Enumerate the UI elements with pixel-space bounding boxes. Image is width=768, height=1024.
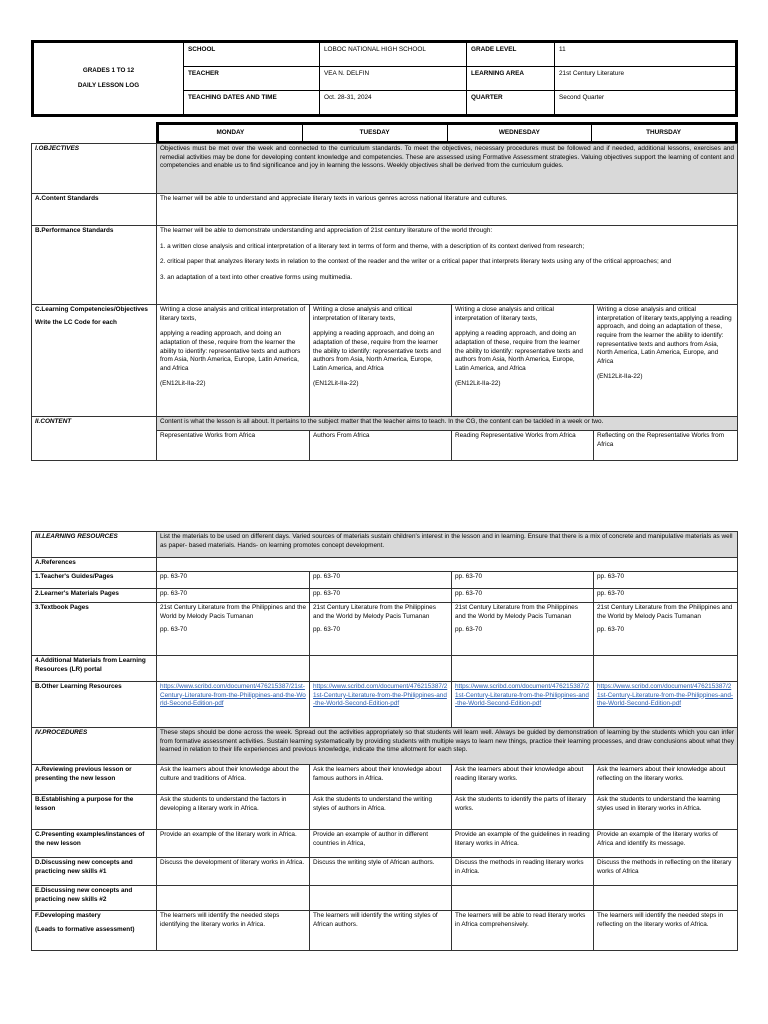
dates-label: TEACHING DATES AND TIME [184,91,320,116]
step-f-sublabel: (Leads to formative assessment) [35,925,135,933]
day-header-table [156,122,738,144]
competency-monday: Writing a close analysis and critical interpretation of literary texts, applying a reading approach, and doing an adaptation of these, require from the learner the ability to identify: representative texts and authors from Asia, North America, Europe, Latin America, and Africa (EN12Lit-IIa-22) [157,305,310,417]
step-a-label: A.Reviewing previous lesson or presenting the new lesson [32,765,157,795]
step-f-thursday: The learners will identify the needed steps in reflecting on the literary works of Africa. [594,911,738,951]
lc-code: (EN12Lit-IIa-22) [313,380,359,388]
grades-label: GRADES 1 TO 12 [82,67,135,74]
resource-link-tuesday[interactable]: https://www.scribd.com/document/476215387/21st-Century-Literature-from-the-Philippines-and-the-World-Second-Edition-pdf [313,683,448,708]
tg-label: 1.Teacher's Guides/Pages [32,572,157,589]
teacher-value: VEA N. DELFIN [320,67,467,91]
step-a-monday: Ask the learners about their knowledge about the culture and traditions of Africa. [157,765,310,795]
performance-standards-text [157,226,738,305]
resource-link-thursday[interactable]: https://www.scribd.com/document/476215387/21st-Century-Literature-from-the-Philippines-and-the-World-Second-Edition-pdf [597,683,734,708]
ps-intro: The learner will be able to demonstrate understanding and appreciation of 21st century literature of the world through: [160,227,493,234]
textbook-wednesday: 21st Century Literature from the Philippines and the World by Melody Pacis Tumanan pp. 63-70 [452,603,594,656]
step-f-tuesday: The learners will identify the writing styles of African authors. [310,911,452,951]
step-d-tuesday: Discuss the writing style of African authors. [310,858,452,886]
competency-wednesday: Writing a close analysis and critical interpretation of literary texts, applying a reading approach, and doing an adaptation of these, require from the learner the ability to identify: representative texts and authors from Asia, North America, Europe, Latin America, and Africa (EN12Lit-IIa-22) [452,305,594,417]
objectives-table [31,143,738,461]
resource-link-monday[interactable]: https://www.scribd.com/document/476215387/21st-Century-Literature-from-the-Philippines-and-the-World-Second-Edition-pdf [160,683,306,708]
procedures-text: These steps should be done across the week. Spread out the activities appropriately so that students will learn well. Always be guided by demonstration of learning by the students which you can infer from formative assessment activities. Sustain learning systematically by providing students with multiple ways to learn new things, practice their learning processes, and draw conclusions about what they learned in relation to their life experiences and previous knowledge, indicate the time allotment for each step. [157,728,738,765]
content-monday: Representative Works from Africa [157,431,310,461]
content-label: II.CONTENT [32,417,157,461]
resources-label: III.LEARNING RESOURCES [32,532,157,558]
log-title: DAILY LESSON LOG [77,81,140,89]
step-f-wednesday: The learners will be able to read literary works in Africa comprehensively. [452,911,594,951]
textbook-tuesday: 21st Century Literature from the Philippines and the World by Melody Pacis Tumanan pp. 63-70 [310,603,452,656]
tg-monday: pp. 63-70 [157,572,310,589]
learning-area-label: LEARNING AREA [467,67,555,91]
grade-level-value: 11 [555,42,737,67]
step-b-monday: Ask the students to understand the factors in developing a literary work in Africa. [157,795,310,830]
tg-thursday: pp. 63-70 [594,572,738,589]
day-monday: MONDAY [158,124,303,143]
lc-code: (EN12Lit-IIa-22) [160,380,206,388]
competency-tuesday: Writing a close analysis and critical interpretation of literary texts, applying a reading approach, and doing an adaptation of these, require from the learner the ability to identify: representative texts and authors from Asia, North America, Europe, Latin America, and Africa (EN12Lit-IIa-22) [310,305,452,417]
step-f-monday: The learners will identify the needed steps identifying the literary works in Africa. [157,911,310,951]
step-d-wednesday: Discuss the methods in reading literary works in Africa. [452,858,594,886]
grades-cell [33,42,184,116]
day-thursday: THURSDAY [592,124,737,143]
resource-link-wednesday[interactable]: https://www.scribd.com/document/476215387/21st-Century-Literature-from-the-Philippines-and-the-World-Second-Edition-pdf [455,683,590,708]
content-text: Content is what the lesson is all about. It pertains to the subject matter that the teacher aims to teach. In the CG, the content can be tackled in a week or two. [157,417,738,431]
lc-code: (EN12Lit-IIa-22) [455,380,501,388]
step-b-tuesday: Ask the students to understand the writing styles of authors in Africa. [310,795,452,830]
step-a-thursday: Ask the learners about their knowledge about reflecting on the literary works. [594,765,738,795]
ps-item-3: 3. an adaptation of a text into other creative forms using multimedia. [160,273,353,281]
header-table [31,40,738,117]
step-d-monday: Discuss the development of literary works in Africa. [157,858,310,886]
content-wednesday: Reading Representative Works from Africa [452,431,594,461]
step-c-label: C.Presenting examples/instances of the new lesson [32,830,157,858]
lm-tuesday: pp. 63-70 [310,589,452,603]
day-wednesday: WEDNESDAY [447,124,592,143]
step-b-thursday: Ask the students to understand the learning styles used in literary works in Africa. [594,795,738,830]
other-resources-label: B.Other Learning Resources [32,682,157,728]
tg-tuesday: pp. 63-70 [310,572,452,589]
teacher-label: TEACHER [184,67,320,91]
content-standards-text: The learner will be able to understand and appreciate literary texts in various genres across national literature and cultures. [157,194,738,226]
dates-value: Oct. 28-31, 2024 [320,91,467,116]
textbook-monday: 21st Century Literature from the Philippines and the World by Melody Pacis Tumanan pp. 63-70 [157,603,310,656]
additional-materials-label: 4.Additional Materials from Learning Resources (LR) portal [32,656,157,682]
competency-thursday: Writing a close analysis and critical interpretation of literary texts,applying a reading approach, and doing an adaptation of these, require from the learner the ability to identify: representative texts and authors from Asia, North America, Latin America, Europe, and Africa (EN12Lit-IIa-22) [594,305,738,417]
step-a-tuesday: Ask the learners about their knowledge about famous authors in Africa. [310,765,452,795]
content-standards-label: A.Content Standards [32,194,157,226]
step-f-label: F.Developing mastery (Leads to formative assessment) [32,911,157,951]
lm-monday: pp. 63-70 [157,589,310,603]
lc-code: (EN12Lit-IIa-22) [597,373,643,381]
ps-item-2: 2. critical paper that analyzes literary texts in relation to the context of the reader and the writer or a critical paper that interprets literary texts using any of the critical approaches; and [160,258,672,266]
textbook-label: 3.Textbook Pages [32,603,157,656]
step-e-label: E.Discussing new concepts and practicing new skills #2 [32,886,157,911]
step-d-label: D.Discussing new concepts and practicing new skills #1 [32,858,157,886]
references-label: A.References [32,558,157,572]
learning-area-value: 21st Century Literature [555,67,737,91]
resources-procedures-table [31,531,738,951]
school-value: LOBOC NATIONAL HIGH SCHOOL [320,42,467,67]
step-c-thursday: Provide an example of the literary works of Africa and identify its message. [594,830,738,858]
competencies-label: C.Learning Competencies/Objectives Write the LC Code for each [32,305,157,417]
step-b-label: B.Establishing a purpose for the lesson [32,795,157,830]
textbook-thursday: 21st Century Literature from the Philippines and the World by Melody Pacis Tumanan pp. 63-70 [594,603,738,656]
ps-item-1: 1. a written close analysis and critical interpretation of a literary text in terms of form and theme, with a description of its context derived from research; [160,242,585,250]
step-d-thursday: Discuss the methods in reflecting on the literary works of Africa [594,858,738,886]
lm-wednesday: pp. 63-70 [452,589,594,603]
competencies-sublabel: Write the LC Code for each [35,318,117,326]
tg-wednesday: pp. 63-70 [452,572,594,589]
procedures-label: IV.PROCEDURES [32,728,157,765]
grade-level-label: GRADE LEVEL [467,42,555,67]
objectives-text: Objectives must be met over the week and connected to the curriculum standards. To meet the objectives, necessary procedures must be followed and if needed, additional lessons, exercises and remedial activities may be done for developing content knowledge and competencies. These are assessed using Formative Assessment strategies. Valuing objectives support the learning of content and competencies and enable us to find significance and joy in learning the lessons. Weekly objectives shall be derived from the curriculum guides. [157,144,738,194]
quarter-label: QUARTER [467,91,555,116]
lm-label: 2.Learner's Materials Pages [32,589,157,603]
content-tuesday: Authors From Africa [310,431,452,461]
step-c-wednesday: Provide an example of the guidelines in reading literary works in Africa. [452,830,594,858]
resources-text: List the materials to be used on different days. Varied sources of materials sustain children's interest in the lesson and in learning. Ensure that there is a mix of concrete and manipulative materials as well as paper- based materials. Hands- on learning promotes concept development. [157,532,738,558]
content-thursday: Reflecting on the Representative Works from Africa [594,431,738,461]
step-c-monday: Provide an example of the literary work in Africa. [157,830,310,858]
step-a-wednesday: Ask the learners about their knowledge about reading literary works. [452,765,594,795]
step-b-wednesday: Ask the students to identify the parts of literary works. [452,795,594,830]
performance-standards-label: B.Performance Standards [32,226,157,305]
school-label: SCHOOL [184,42,320,67]
step-c-tuesday: Provide an example of author in different countries in Africa, [310,830,452,858]
quarter-value: Second Quarter [555,91,737,116]
day-tuesday: TUESDAY [302,124,447,143]
lm-thursday: pp. 63-70 [594,589,738,603]
objectives-label: I.OBJECTIVES [32,144,157,194]
